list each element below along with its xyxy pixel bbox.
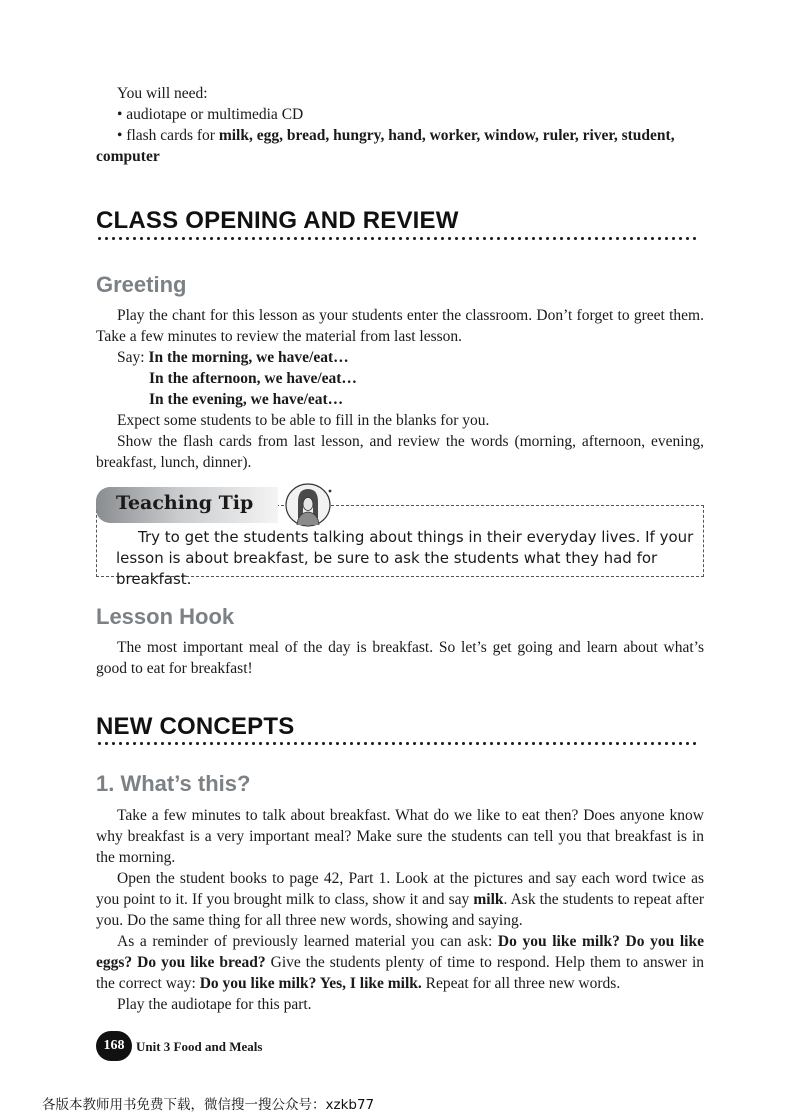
materials-list <box>96 83 704 167</box>
section-title-class-opening: CLASS OPENING AND REVIEW <box>96 207 459 234</box>
teaching-tip-text: Try to get the students talking about things in their everyday lives. If your lesson is about breakfast, be sure to ask the students what they had for breakfast. <box>116 528 694 588</box>
materials-item-flashcards: • flash cards for milk, egg, bread, hungry, hand, worker, window, ruler, river, student, computer <box>96 127 675 165</box>
part1-heading: 1. What’s this? <box>96 771 251 796</box>
section-divider <box>96 236 700 241</box>
part1-paragraph-2: Open the student books to page 42, Part 1. Look at the pictures and say each word twice as you point to it. If you brought milk to class, show it and say milk. Ask the students to repeat after you. Do the same thing for all three new words, showing and saying. <box>96 870 705 929</box>
say-line-1: Say: In the morning, we have/eat… <box>117 349 349 366</box>
greeting-paragraph: Play the chant for this lesson as your students enter the classroom. Don’t forget to greet them. Take a few minutes to review the material from last lesson. <box>96 307 704 345</box>
part1-paragraph-1: Take a few minutes to talk about breakfast. What do we like to eat then? Does anyone know why breakfast is a very important meal? Make sure the students can tell you that breakfast is in the morning. <box>96 807 704 866</box>
greeting-expect: Expect some students to be able to fill in the blanks for you. <box>117 412 490 429</box>
say-line-3: In the evening, we have/eat… <box>149 391 344 408</box>
greeting-body <box>96 305 704 473</box>
say-line-2: In the afternoon, we have/eat… <box>149 370 357 387</box>
flashcard-words: milk, egg, bread, hungry, hand, worker, window, ruler, river, student, computer <box>96 127 675 165</box>
materials-item-audiotape: • audiotape or multimedia CD <box>117 106 304 123</box>
section-title-new-concepts: NEW CONCEPTS <box>96 713 295 740</box>
lesson-hook-heading: Lesson Hook <box>96 604 235 629</box>
greeting-heading: Greeting <box>96 272 187 297</box>
section-divider <box>96 741 700 746</box>
materials-heading: You will need: <box>117 85 208 102</box>
part1-paragraph-3: As a reminder of previously learned material you can ask: Do you like milk? Do you like eggs? Do you like bread? Give the students plenty of time to respond. Help them to answer in the correct way: Do you like milk? Yes, I like milk. Repeat for all three new words. <box>96 933 705 992</box>
lesson-hook-paragraph: The most important meal of the day is breakfast. So let’s get going and learn about what’s good to eat for breakfast! <box>96 639 704 677</box>
teaching-tip-label: Teaching Tip <box>96 487 278 523</box>
page-number-badge: 168 <box>96 1031 132 1061</box>
lesson-hook-body <box>96 637 704 679</box>
part1-body <box>96 805 704 1015</box>
greeting-flash-cards: Show the flash cards from last lesson, and review the words (morning, afternoon, evening, breakfast, lunch, dinner). <box>96 433 704 471</box>
unit-label: Unit 3 Food and Meals <box>136 1039 263 1054</box>
teacher-portrait-icon <box>284 482 334 528</box>
part1-paragraph-4: Play the audiotape for this part. <box>117 996 312 1013</box>
download-watermark: 各版本教师用书免费下载，微信搜一搜公众号：xzkb77 <box>42 1097 375 1113</box>
